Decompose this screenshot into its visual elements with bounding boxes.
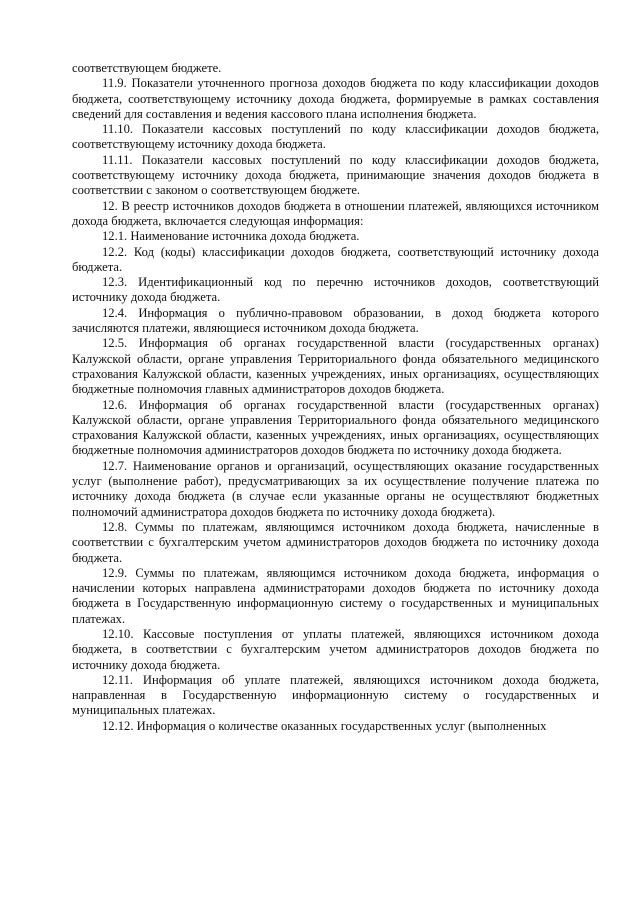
paragraph-12-8: 12.8. Суммы по платежам, являющимся источником дохода бюджета, начисленные в соответствии с бухгалтерским учетом администраторов доходов бюджета по источнику дохода бюджета. [72,519,599,565]
paragraph-11-11: 11.11. Показатели кассовых поступлений по коду классификации доходов бюджета, соответствующему источнику дохода бюджета, принимающие значения доходов бюджета в соответствии с законом о соответствующем бюджете. [72,152,599,198]
document-page [72,61,599,734]
paragraph-12-6: 12.6. Информация об органах государственной власти (государственных органах) Калужской области, органе управления Территориального фонда обязательного медицинского страхования Калужской области, казенных учреждениях, иных организациях, осуществляющих бюджетные полномочия администраторов доходов бюджета по источнику дохода бюджета. [72,397,599,458]
paragraph-11-10: 11.10. Показатели кассовых поступлений по коду классификации доходов бюджета, соответствующему источнику дохода бюджета. [72,122,599,152]
paragraph-12-12: 12.12. Информация о количестве оказанных государственных услуг (выполненных [102,718,547,733]
paragraph-12-1: 12.1. Наименование источника дохода бюджета. [102,229,360,244]
paragraph-12-7: 12.7. Наименование органов и организаций, осуществляющих оказание государственных услуг (выполнение работ), предусматривающих за их осуществление получение платежа по источнику дохода бюджета (в случае если указанные органы не осуществляют бюджетных полномочий администратора доходов бюджета по источнику дохода бюджета). [72,458,599,519]
paragraph-continuation: соответствующем бюджете. [72,61,222,75]
paragraph-12-2: 12.2. Код (коды) классификации доходов бюджета, соответствующий источнику дохода бюджета. [72,244,599,274]
paragraph-12: 12. В реестр источников доходов бюджета в отношении платежей, являющихся источником дохода бюджета, включается следующая информация: [72,198,599,228]
paragraph-12-11: 12.11. Информация об уплате платежей, являющихся источником дохода бюджета, направленная в Государственную информационную систему о государственных и муниципальных платежах. [72,672,599,718]
paragraph-12-10: 12.10. Кассовые поступления от уплаты платежей, являющихся источником дохода бюджета, в соответствии с бухгалтерским учетом администраторов доходов бюджета по источнику дохода бюджета. [72,626,599,672]
paragraph-12-4: 12.4. Информация о публично-правовом образовании, в доход бюджета которого зачисляются платежи, являющиеся источником дохода бюджета. [72,305,599,336]
paragraph-11-9: 11.9. Показатели уточненного прогноза доходов бюджета по коду классификации доходов бюджета, соответствующему источнику дохода бюджета, формируемые в рамках составления сведений для составления и ведения кассового плана исполнения бюджета. [72,76,599,121]
paragraph-12-9: 12.9. Суммы по платежам, являющимся источником дохода бюджета, информация о начислении которых направлена администраторами доходов бюджета по источнику дохода бюджета в Государственную информационную систему о государственных и муниципальных платежах. [72,565,599,626]
paragraph-12-5: 12.5. Информация об органах государственной власти (государственных органах) Калужской области, органе управления Территориального фонда обязательного медицинского страхования Калужской области, казенных учреждениях, иных организациях, осуществляющих бюджетные полномочия главных администраторов доходов бюджета. [72,336,599,397]
paragraph-12-3: 12.3. Идентификационный код по перечню источников доходов, соответствующий источнику дохода бюджета. [72,275,599,305]
